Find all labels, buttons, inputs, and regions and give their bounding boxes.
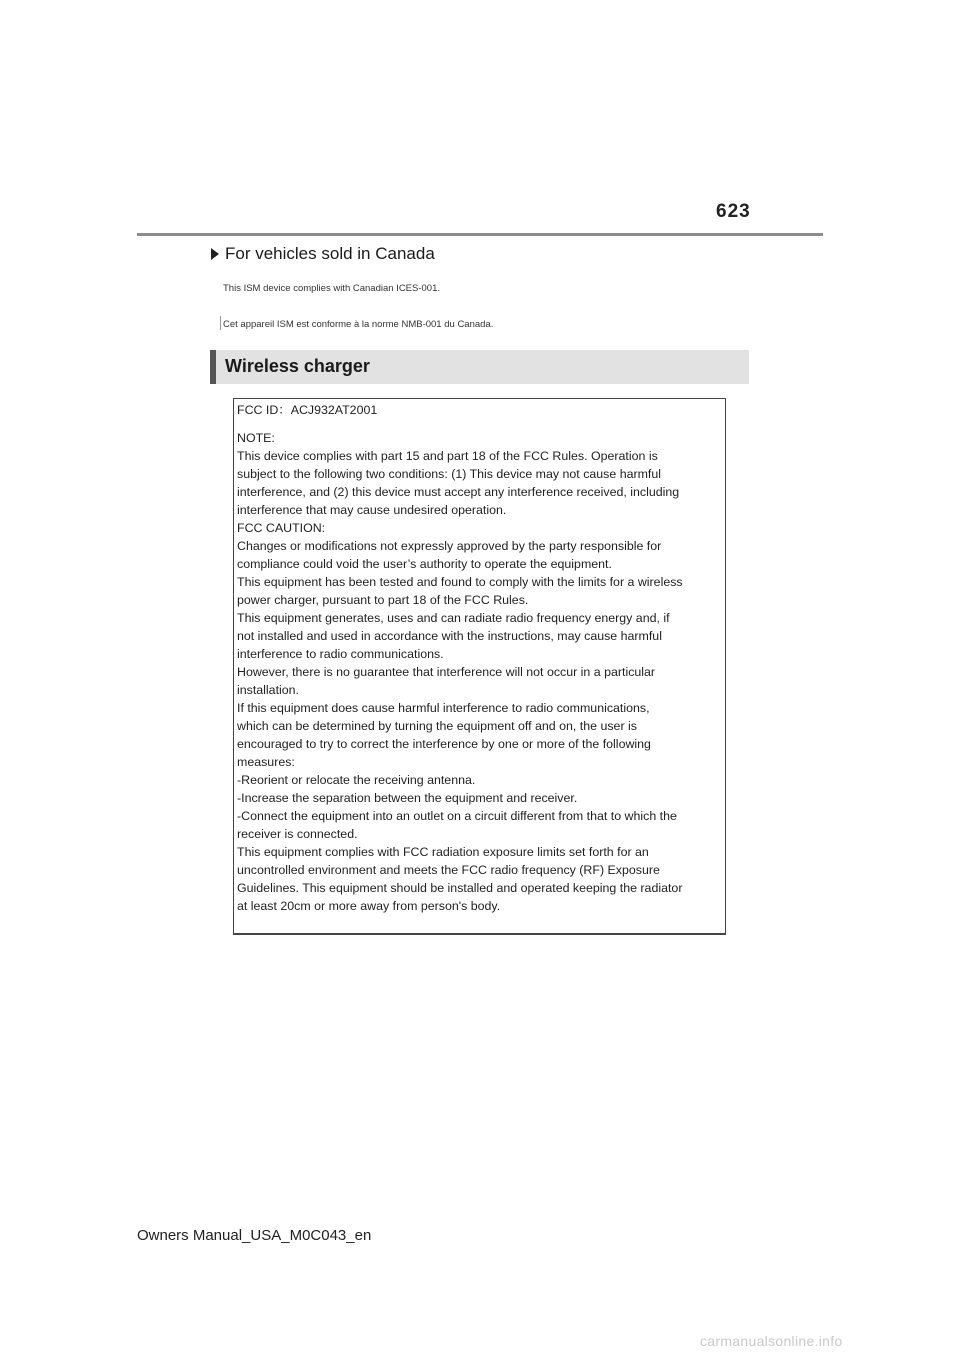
fcc-line: receiver is connected. — [237, 827, 358, 841]
manual-footer: Owners Manual_USA_M0C043_en — [137, 1227, 372, 1244]
fcc-id: FCC ID：ACJ932AT2001 — [237, 403, 378, 417]
fcc-line: interference to radio communications. — [237, 647, 444, 661]
fcc-line: Changes or modifications not expressly approved by the party responsible for — [237, 539, 662, 553]
fcc-line: This equipment complies with FCC radiation exposure limits set forth for an — [237, 845, 649, 859]
fcc-line: compliance could void the user’s authority to operate the equipment. — [237, 557, 612, 571]
ices-statement-en: This ISM device complies with Canadian ICES-001. — [223, 283, 441, 294]
spacer — [237, 419, 725, 429]
fcc-line: uncontrolled environment and meets the FCC radio frequency (RF) Exposure — [237, 863, 660, 877]
fcc-line: However, there is no guarantee that interference will not occur in a particular — [237, 665, 656, 679]
fcc-line: interference that may cause undesired operation. — [237, 503, 507, 517]
header-rule — [137, 233, 823, 236]
fcc-line: which can be determined by turning the equipment off and on, the user is — [237, 719, 637, 733]
fcc-line: power charger, pursuant to part 18 of the FCC Rules. — [237, 593, 529, 607]
fcc-line: -Reorient or relocate the receiving antenna. — [237, 773, 476, 787]
fcc-statement-box — [233, 398, 726, 935]
fcc-line: This equipment generates, uses and can radiate radio frequency energy and, if — [237, 611, 670, 625]
fcc-line: NOTE: — [237, 431, 275, 445]
triangle-right-icon — [211, 248, 219, 260]
fcc-statement-text — [237, 401, 725, 915]
canada-heading-text: For vehicles sold in Canada — [225, 244, 435, 263]
fcc-line: encouraged to try to correct the interference by one or more of the following — [237, 737, 651, 751]
fcc-line: -Connect the equipment into an outlet on a circuit different from that to which the — [237, 809, 677, 823]
margin-bar — [220, 316, 221, 330]
fcc-line: This device complies with part 15 and part 18 of the FCC Rules. Operation is — [237, 449, 658, 463]
wireless-charger-title-bar — [210, 350, 749, 384]
fcc-line: FCC CAUTION: — [237, 521, 326, 535]
site-watermark: carmanualsonline.info — [700, 1333, 843, 1349]
fcc-line: at least 20cm or more away from person's body. — [237, 899, 501, 913]
fcc-line: This equipment has been tested and found to comply with the limits for a wireless — [237, 575, 683, 589]
fcc-line: measures: — [237, 755, 295, 769]
canada-section-heading — [211, 244, 435, 264]
fcc-line: Guidelines. This equipment should be installed and operated keeping the radiator — [237, 881, 683, 895]
fcc-line: installation. — [237, 683, 299, 697]
ices-statement-fr: Cet appareil ISM est conforme à la norme NMB-001 du Canada. — [223, 319, 494, 330]
fcc-line: subject to the following two conditions: (1) This device may not cause harmful — [237, 467, 662, 481]
page-number: 623 — [716, 201, 751, 222]
fcc-line: not installed and used in accordance with the instructions, may cause harmful — [237, 629, 662, 643]
fcc-line: interference, and (2) this device must accept any interference received, including — [237, 485, 680, 499]
wireless-charger-title: Wireless charger — [225, 356, 370, 376]
fcc-line: -Increase the separation between the equipment and receiver. — [237, 791, 578, 805]
fcc-line: If this equipment does cause harmful interference to radio communications, — [237, 701, 650, 715]
